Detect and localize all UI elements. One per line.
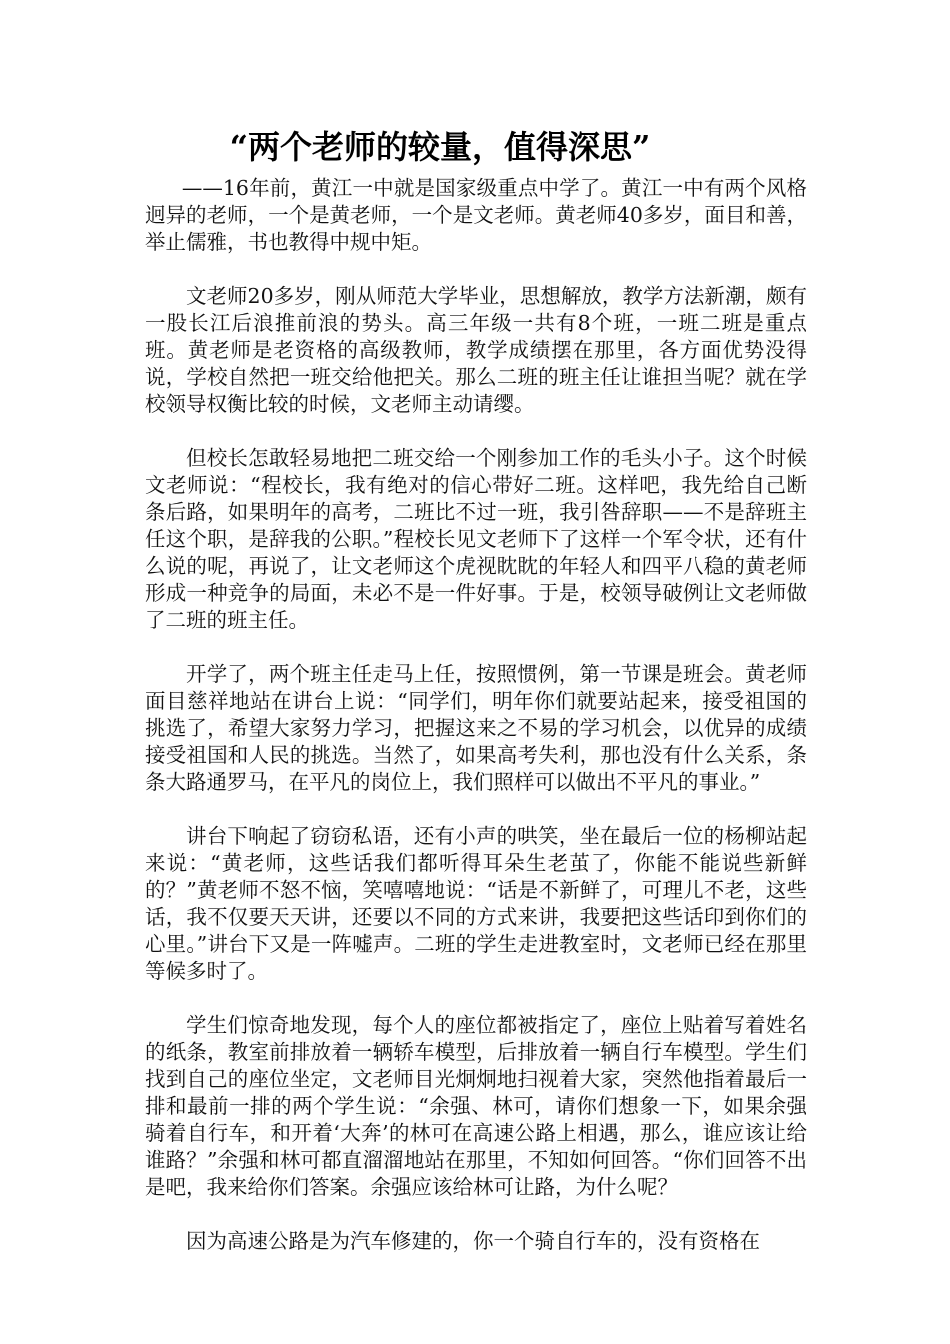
paragraph: 学生们惊奇地发现，每个人的座位都被指定了，座位上贴着写着姓名的纸条，教室前排放着一辆轿车模型，后排放着一辆自行车模型。学生们找到自己的座位坐定，文老师目光炯炯地扫视着大家，突然他指着最后一排和最前一排的两个学生说：“余强、林可，请你们想象一下，如果余强骑着自行车，和开着‘大奔’的林可在高速公路上相遇，那么，谁应该让给谁路？”余强和林可都直溜溜地站在那里，不知如何回答。“你们回答不出是吧，我来给你们答案。余强应该给林可让路，为什么呢？ xyxy=(145,1013,807,1199)
paragraph: 开学了，两个班主任走马上任，按照惯例，第一节课是班会。黄老师面目慈祥地站在讲台上说：“同学们，明年你们就要站起来，接受祖国的挑选了，希望大家努力学习，把握这来之不易的学习机会，以优异的成绩接受祖国和人民的挑选。当然了，如果高考失利，那也没有什么关系，条条大路通罗马，在平凡的岗位上，我们照样可以做出不平凡的事业。” xyxy=(145,662,807,794)
paragraph: 因为高速公路是为汽车修建的，你一个骑自行车的，没有资格在 xyxy=(186,1229,760,1253)
paragraph: 讲台下响起了窃窃私语，还有小声的哄笑，坐在最后一位的杨柳站起来说：“黄老师，这些话我们都听得耳朵生老茧了，你能不能说些新鲜的？”黄老师不怒不恼，笑嘻嘻地说：“话是不新鲜了，可理儿不老，这些话，我不仅要天天讲，还要以不同的方式来讲，我要把这些话印到你们的心里。”讲台下又是一阵嘘声。二班的学生走进教室时，文老师已经在那里等候多时了。 xyxy=(145,824,807,983)
document-body xyxy=(145,175,807,1255)
document-title: “两个老师的较量，值得深思” xyxy=(229,128,651,166)
paragraph: 文老师20多岁，刚从师范大学毕业，思想解放，教学方法新潮，颇有一股长江后浪推前浪的势头。高三年级一共有8个班，一班二班是重点班。黄老师是老资格的高级教师，教学成绩摆在那里，各方面优势没得说，学校自然把一班交给他把关。那么二班的班主任让谁担当呢？就在学校领导权衡比较的时候，文老师主动请缨。 xyxy=(145,284,807,416)
paragraph: 但校长怎敢轻易地把二班交给一个刚参加工作的毛头小子。这个时候文老师说：“程校长，我有绝对的信心带好二班。这样吧，我先给自己断条后路，如果明年的高考，二班比不过一班，我引咎辞职——不是辞班主任这个职，是辞我的公职。”程校长见文老师下了这样一个军令状，还有什么说的呢，再说了，让文老师这个虎视眈眈的年轻人和四平八稳的黄老师形成一种竞争的局面，未必不是一件好事。于是，校领导破例让文老师做了二班的班主任。 xyxy=(145,446,807,632)
paragraph: ——16年前，黄江一中就是国家级重点中学了。黄江一中有两个风格迥异的老师，一个是黄老师，一个是文老师。黄老师40多岁，面目和善，举止儒雅，书也教得中规中矩。 xyxy=(145,176,807,254)
